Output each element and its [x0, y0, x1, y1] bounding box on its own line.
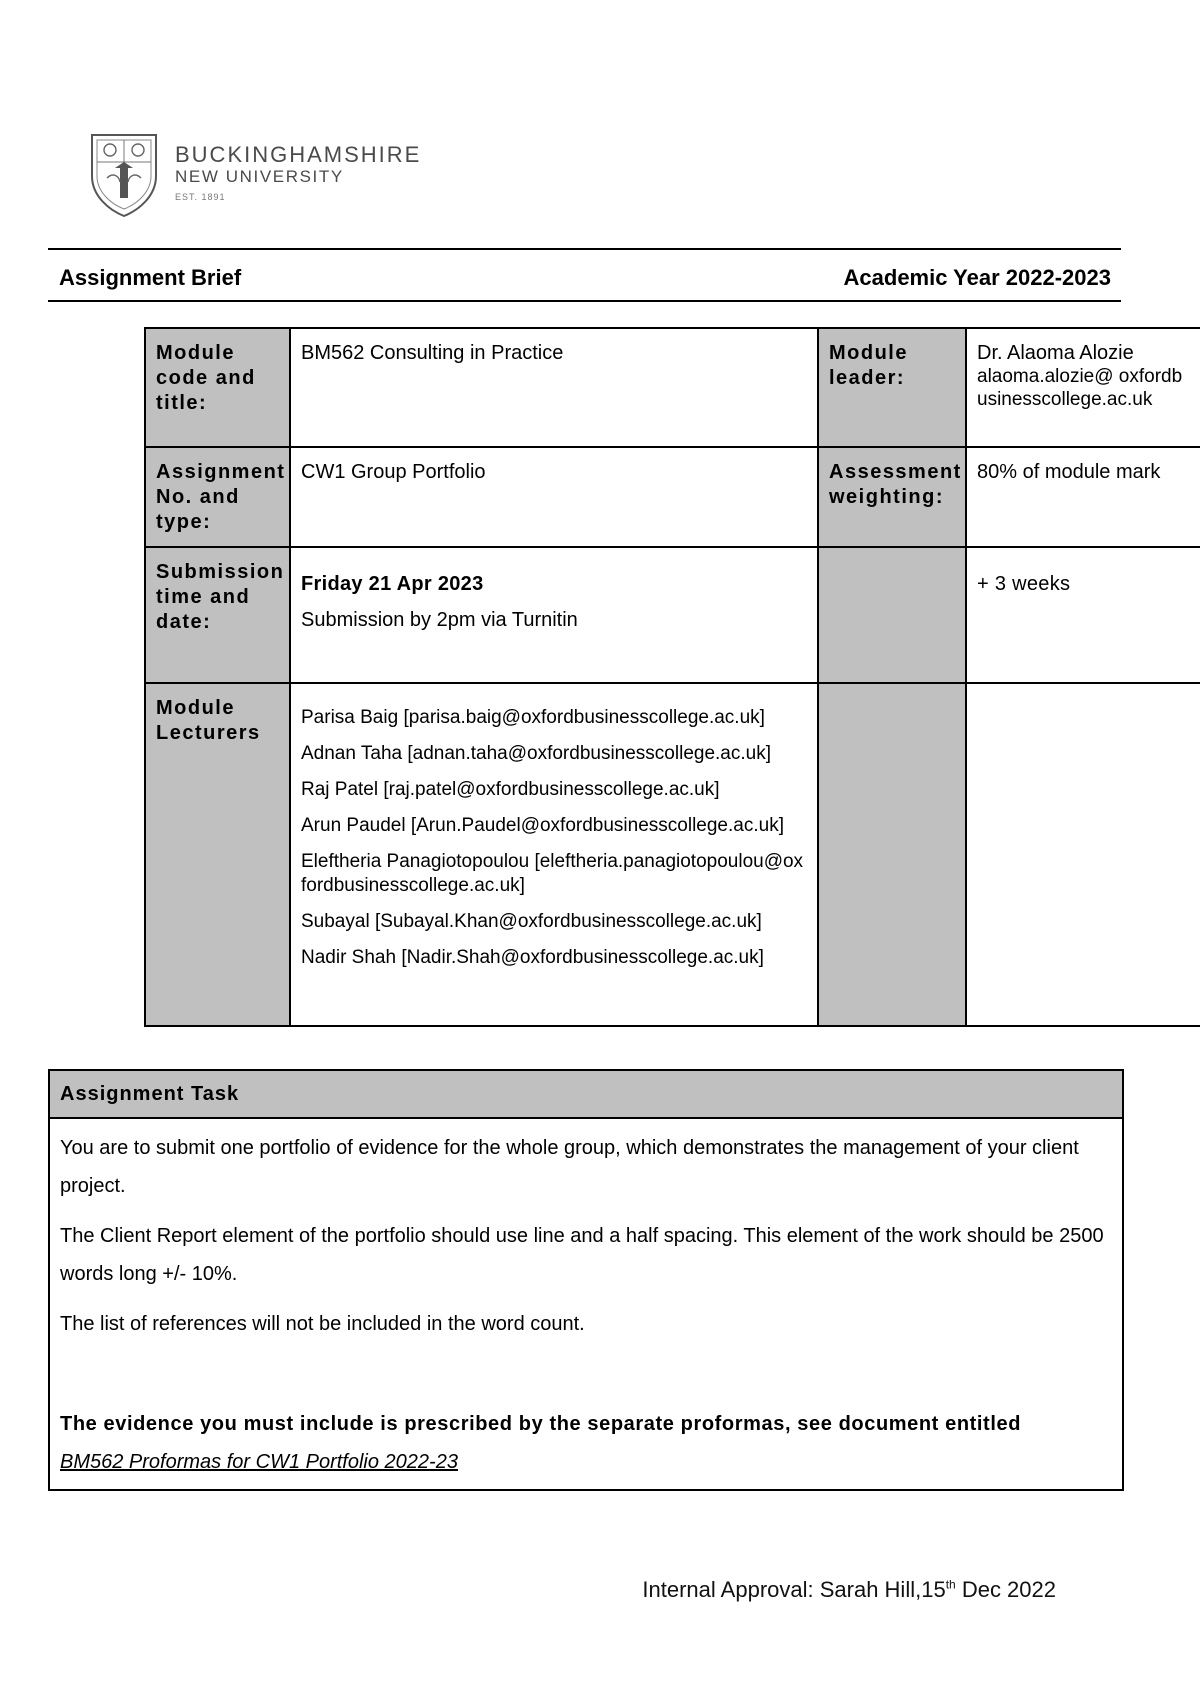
spacer: [60, 1343, 1112, 1405]
header-top-rule: [48, 248, 1121, 250]
list-item: Adnan Taha [adnan.taha@oxfordbusinesscollege.ac.uk]: [301, 743, 771, 764]
list-item: Subayal [Subayal.Khan@oxfordbusinesscollege.ac.uk]: [301, 911, 762, 932]
crest-icon: [89, 132, 159, 218]
lecturers-cell: [290, 683, 818, 1026]
task-title: Assignment Task: [50, 1071, 1122, 1119]
module-leader-name: Dr. Alaoma Alozie: [977, 342, 1134, 364]
shaded-cell: [818, 683, 966, 1026]
module-details-table: [144, 327, 1200, 1027]
page-title: Assignment Brief: [59, 265, 242, 290]
weighting-label: Assessment weighting:: [818, 447, 966, 547]
submission-label: Submission time and date:: [145, 547, 290, 683]
proformas-document-link[interactable]: BM562 Proformas for CW1 Portfolio 2022-23: [60, 1451, 458, 1473]
university-logo: [89, 132, 422, 218]
table-row: [145, 683, 1200, 1026]
lecturers-label: Module Lecturers: [145, 683, 290, 1026]
submission-extra: + 3 weeks: [977, 573, 1071, 595]
task-paragraph: The Client Report element of the portfolio should use line and a half spacing. This element of the work should be 2500 words long +/- 10%.: [60, 1225, 1104, 1285]
submission-date: Friday 21 Apr 2023: [301, 573, 484, 595]
table-row: [145, 547, 1200, 683]
module-leader-cell: [966, 328, 1200, 447]
internal-approval: [642, 1577, 1056, 1603]
shaded-cell: [818, 547, 966, 683]
university-est: EST. 1891: [175, 192, 226, 202]
evidence-note: The evidence you must include is prescribed by the separate proformas, see document entitled: [60, 1413, 1022, 1435]
task-paragraph: You are to submit one portfolio of evidence for the whole group, which demonstrates the management of your client project.: [60, 1137, 1079, 1197]
academic-year: Academic Year 2022-2023: [843, 265, 1111, 290]
approval-date: Dec 2022: [955, 1577, 1056, 1602]
logo-wordmark: [175, 143, 421, 203]
assignment-value: CW1 Group Portfolio: [290, 447, 818, 547]
submission-extra-cell: [966, 547, 1200, 683]
table-row: [145, 447, 1200, 547]
university-name: BUCKINGHAMSHIRE: [175, 142, 422, 167]
table-row: [145, 328, 1200, 447]
assignment-label: Assignment No. and type:: [145, 447, 290, 547]
lecturers-list: [301, 706, 807, 970]
module-code-value: BM562 Consulting in Practice: [290, 328, 818, 447]
approval-ordinal: th: [945, 1577, 956, 1592]
task-paragraph: The list of references will not be included in the word count.: [60, 1313, 585, 1335]
list-item: Parisa Baig [parisa.baig@oxfordbusinesscollege.ac.uk]: [301, 707, 765, 728]
module-leader-email: alaoma.alozie@ oxfordbusinesscollege.ac.uk: [977, 366, 1183, 410]
submission-cell: [290, 547, 818, 683]
submission-detail: Submission by 2pm via Turnitin: [301, 609, 578, 631]
list-item: Raj Patel [raj.patel@oxfordbusinesscollege.ac.uk]: [301, 779, 720, 800]
weighting-value: 80% of module mark: [966, 447, 1200, 547]
list-item: Nadir Shah [Nadir.Shah@oxfordbusinesscollege.ac.uk]: [301, 947, 764, 968]
approval-prefix: Internal Approval: Sarah Hill,15: [642, 1577, 946, 1602]
empty-cell: [966, 683, 1200, 1026]
list-item: Eleftheria Panagiotopoulou [eleftheria.panagiotopoulou@oxfordbusinesscollege.ac.uk]: [301, 851, 804, 896]
list-item: Arun Paudel [Arun.Paudel@oxfordbusinesscollege.ac.uk]: [301, 815, 784, 836]
task-body: [50, 1119, 1122, 1489]
header-bottom-rule: [48, 300, 1121, 302]
module-leader-label: Module leader:: [818, 328, 966, 447]
university-subtitle: NEW UNIVERSITY: [175, 167, 344, 186]
module-code-label: Module code and title:: [145, 328, 290, 447]
assignment-task-box: [48, 1069, 1124, 1491]
